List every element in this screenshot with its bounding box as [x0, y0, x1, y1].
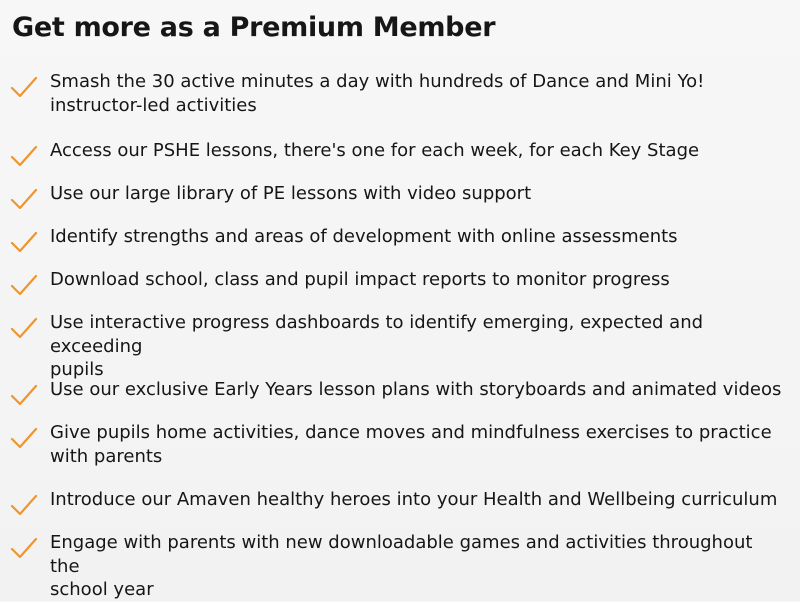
benefit-line: school year	[50, 579, 154, 600]
benefit-line: Smash the 30 active minutes a day with hundreds of Dance and Mini Yo!	[50, 71, 705, 92]
benefit-text	[50, 268, 785, 292]
benefit-line: pupils	[50, 359, 104, 380]
check-icon	[10, 383, 38, 405]
check-icon	[10, 426, 38, 448]
benefit-text	[50, 70, 785, 117]
benefit-text	[50, 531, 785, 602]
benefit-line: Engage with parents with new downloadable games and activities throughout the	[50, 532, 753, 577]
benefit-text	[50, 182, 785, 206]
benefit-text	[50, 488, 785, 512]
benefit-line: Use interactive progress dashboards to identify emerging, expected and exceeding	[50, 312, 704, 357]
benefit-text	[50, 225, 785, 249]
benefit-text	[50, 311, 785, 382]
benefit-line: with parents	[50, 445, 163, 467]
check-icon	[10, 536, 38, 558]
check-icon	[10, 493, 38, 515]
benefit-line: Access our PSHE lessons, there's one for each week, for each Key Stage	[50, 140, 700, 161]
benefit-text	[50, 378, 785, 402]
check-icon	[10, 144, 38, 166]
benefit-line: Use our large library of PE lessons with video support	[50, 183, 532, 204]
benefit-line: instructor-led activities	[50, 94, 257, 116]
benefit-line: Introduce our Amaven healthy heroes into your Health and Wellbeing curriculum	[50, 489, 778, 510]
benefit-line: Give pupils home activities, dance moves and mindfulness exercises to practice	[50, 422, 772, 443]
benefit-line: Identify strengths and areas of development with online assessments	[50, 226, 678, 247]
benefit-text	[50, 139, 785, 163]
check-icon	[10, 273, 38, 295]
check-icon	[10, 187, 38, 209]
benefit-line: Use our exclusive Early Years lesson plans with storyboards and animated videos	[50, 379, 782, 400]
benefit-line: Download school, class and pupil impact reports to monitor progress	[50, 269, 670, 290]
page-title: Get more as a Premium Member	[12, 12, 496, 43]
check-icon	[10, 230, 38, 252]
check-icon	[10, 75, 38, 97]
check-icon	[10, 316, 38, 338]
benefit-text	[50, 421, 785, 468]
